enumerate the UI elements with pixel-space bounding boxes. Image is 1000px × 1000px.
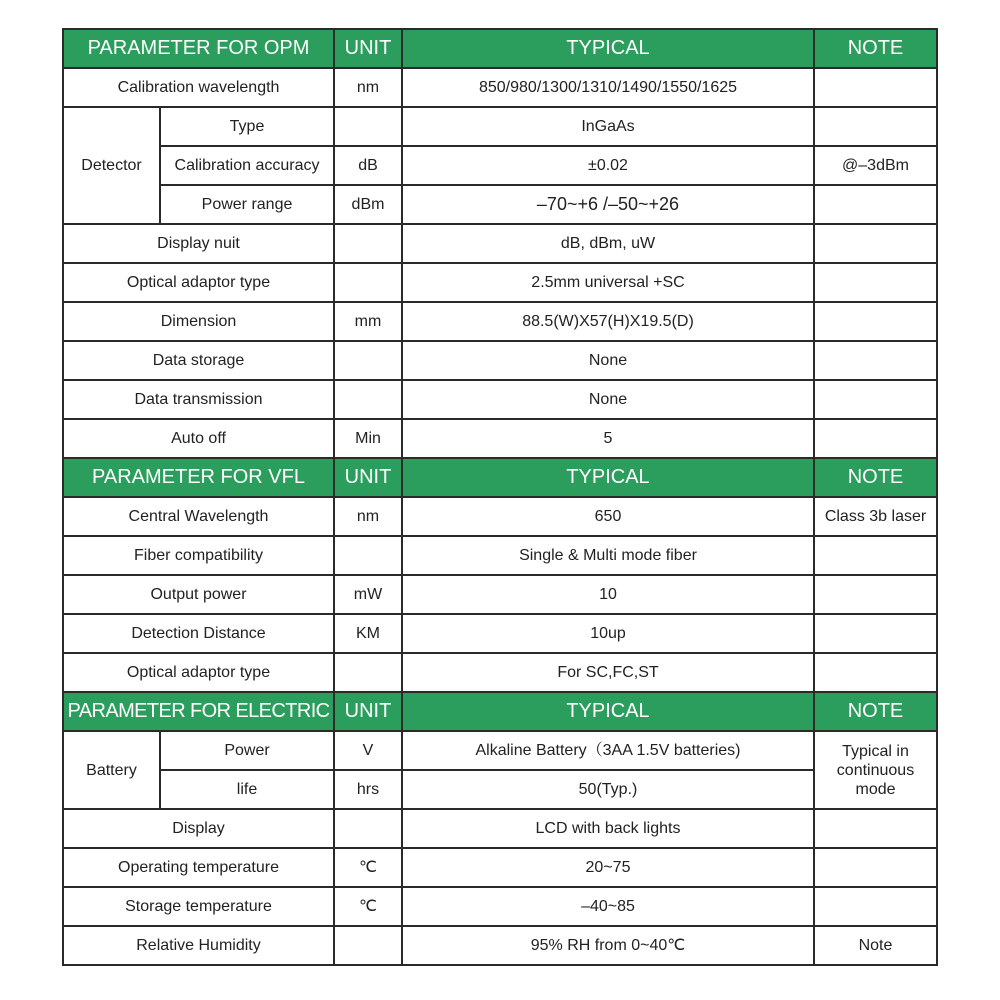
spec-table [62, 28, 938, 966]
note-cell: Note [814, 926, 937, 965]
table-row [63, 341, 937, 380]
typical-cell: 95% RH from 0~40℃ [402, 926, 814, 965]
unit-cell: KM [334, 614, 402, 653]
param-label: life [160, 770, 334, 809]
note-cell [814, 263, 937, 302]
opm-param-header: PARAMETER FOR OPM [63, 29, 334, 68]
electric-header-row [63, 692, 937, 731]
table-row [63, 107, 937, 146]
typical-cell: 88.5(W)X57(H)X19.5(D) [402, 302, 814, 341]
table-row [63, 848, 937, 887]
note-cell [814, 536, 937, 575]
unit-cell [334, 224, 402, 263]
note-cell [814, 419, 937, 458]
typical-cell: For SC,FC,ST [402, 653, 814, 692]
note-cell [814, 68, 937, 107]
param-label: Fiber compatibility [63, 536, 334, 575]
vfl-header-row [63, 458, 937, 497]
vfl-typical-header: TYPICAL [402, 458, 814, 497]
typical-cell: 850/980/1300/1310/1490/1550/1625 [402, 68, 814, 107]
unit-cell: ℃ [334, 887, 402, 926]
unit-cell: nm [334, 497, 402, 536]
table-row [63, 653, 937, 692]
param-label: Display nuit [63, 224, 334, 263]
typical-cell: None [402, 341, 814, 380]
note-cell [814, 614, 937, 653]
unit-cell: nm [334, 68, 402, 107]
typical-cell: 650 [402, 497, 814, 536]
note-cell [814, 575, 937, 614]
typical-cell: dB, dBm, uW [402, 224, 814, 263]
param-label: Relative Humidity [63, 926, 334, 965]
note-cell [814, 809, 937, 848]
note-cell [814, 380, 937, 419]
param-label: Power [160, 731, 334, 770]
note-cell [814, 848, 937, 887]
note-cell [814, 887, 937, 926]
table-row [63, 809, 937, 848]
note-cell [814, 302, 937, 341]
param-label: Dimension [63, 302, 334, 341]
typical-cell: Alkaline Battery（3AA 1.5V batteries) [402, 731, 814, 770]
opm-unit-header: UNIT [334, 29, 402, 68]
unit-cell: dBm [334, 185, 402, 224]
param-label: Calibration accuracy [160, 146, 334, 185]
table-row [63, 770, 937, 809]
battery-group-label: Battery [63, 731, 160, 809]
typical-cell: –40~85 [402, 887, 814, 926]
typical-cell: 20~75 [402, 848, 814, 887]
table-row [63, 497, 937, 536]
electric-param-header: PARAMETER FOR ELECTRIC [63, 692, 334, 731]
note-cell [814, 653, 937, 692]
typical-cell: 50(Typ.) [402, 770, 814, 809]
electric-note-header: NOTE [814, 692, 937, 731]
table-row [63, 185, 937, 224]
typical-cell: ±0.02 [402, 146, 814, 185]
param-label: Output power [63, 575, 334, 614]
note-cell: Class 3b laser [814, 497, 937, 536]
vfl-note-header: NOTE [814, 458, 937, 497]
vfl-unit-header: UNIT [334, 458, 402, 497]
electric-typical-header: TYPICAL [402, 692, 814, 731]
vfl-param-header: PARAMETER FOR VFL [63, 458, 334, 497]
typical-cell: LCD with back lights [402, 809, 814, 848]
table-row [63, 887, 937, 926]
unit-cell: mW [334, 575, 402, 614]
unit-cell: dB [334, 146, 402, 185]
table-row [63, 302, 937, 341]
param-label: Optical adaptor type [63, 653, 334, 692]
table-row [63, 926, 937, 965]
unit-cell [334, 653, 402, 692]
unit-cell: Min [334, 419, 402, 458]
param-label: Operating temperature [63, 848, 334, 887]
param-label: Power range [160, 185, 334, 224]
param-label: Calibration wavelength [63, 68, 334, 107]
param-label: Detection Distance [63, 614, 334, 653]
electric-unit-header: UNIT [334, 692, 402, 731]
typical-cell: –70~+6 /–50~+26 [402, 185, 814, 224]
typical-cell: 2.5mm universal +SC [402, 263, 814, 302]
table-row [63, 263, 937, 302]
unit-cell: hrs [334, 770, 402, 809]
param-label: Auto off [63, 419, 334, 458]
typical-cell: Single & Multi mode fiber [402, 536, 814, 575]
param-label: Central Wavelength [63, 497, 334, 536]
param-label: Data storage [63, 341, 334, 380]
table-row [63, 224, 937, 263]
unit-cell [334, 341, 402, 380]
table-row [63, 575, 937, 614]
param-label: Optical adaptor type [63, 263, 334, 302]
param-label: Data transmission [63, 380, 334, 419]
unit-cell [334, 536, 402, 575]
unit-cell: V [334, 731, 402, 770]
unit-cell [334, 107, 402, 146]
unit-cell: mm [334, 302, 402, 341]
unit-cell: ℃ [334, 848, 402, 887]
typical-cell: 10 [402, 575, 814, 614]
note-cell [814, 224, 937, 263]
note-cell [814, 185, 937, 224]
param-label: Type [160, 107, 334, 146]
note-cell [814, 107, 937, 146]
unit-cell [334, 263, 402, 302]
table-row [63, 536, 937, 575]
table-row [63, 419, 937, 458]
typical-cell: 5 [402, 419, 814, 458]
note-cell: @–3dBm [814, 146, 937, 185]
table-row [63, 146, 937, 185]
detector-group-label: Detector [63, 107, 160, 224]
unit-cell [334, 926, 402, 965]
opm-note-header: NOTE [814, 29, 937, 68]
typical-cell: InGaAs [402, 107, 814, 146]
table-row [63, 68, 937, 107]
table-row [63, 380, 937, 419]
table-row [63, 614, 937, 653]
unit-cell [334, 380, 402, 419]
opm-header-row [63, 29, 937, 68]
note-cell [814, 341, 937, 380]
typical-cell: 10up [402, 614, 814, 653]
typical-cell: None [402, 380, 814, 419]
param-label: Storage temperature [63, 887, 334, 926]
param-label: Display [63, 809, 334, 848]
table-row [63, 731, 937, 770]
battery-note-cell: Typical in continuous mode [814, 731, 937, 809]
unit-cell [334, 809, 402, 848]
opm-typical-header: TYPICAL [402, 29, 814, 68]
